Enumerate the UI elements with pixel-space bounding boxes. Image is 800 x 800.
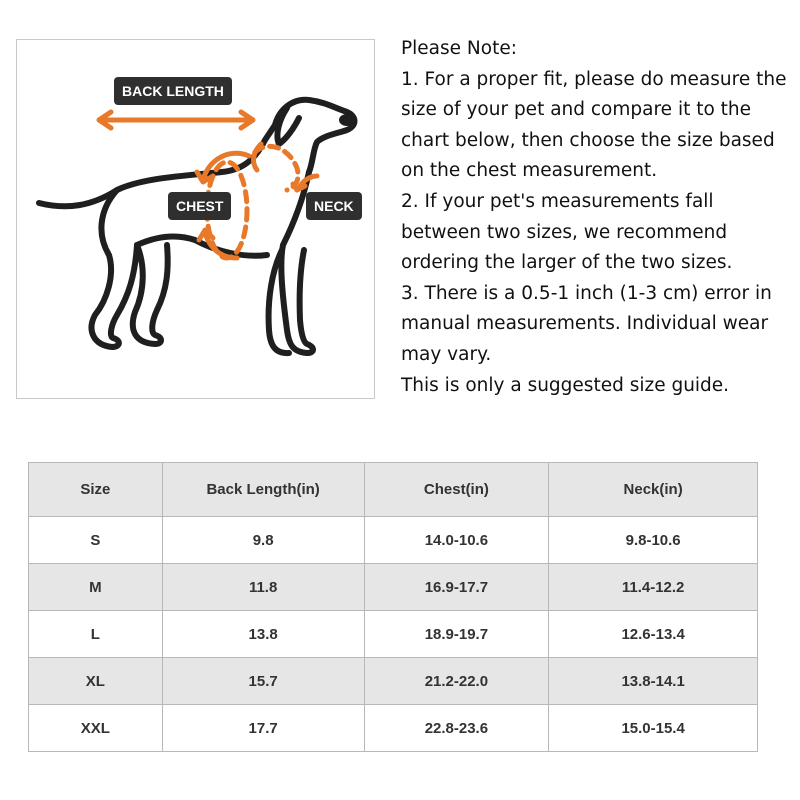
dog-measurement-diagram bbox=[16, 39, 375, 399]
neck-cell: 15.0-15.4 bbox=[549, 705, 758, 752]
neck-cell: 11.4-12.2 bbox=[549, 564, 758, 611]
note-item-1: 1. For a proper fit, please do measure the size of your pet and compare it to the chart below, then choose the size based on the chest measurement. bbox=[401, 68, 787, 182]
size-cell: M bbox=[29, 564, 163, 611]
chest-cell: 16.9-17.7 bbox=[364, 564, 549, 611]
header-back-length: Back Length(in) bbox=[162, 463, 364, 517]
back-length-cell: 17.7 bbox=[162, 705, 364, 752]
neck-cell: 13.8-14.1 bbox=[549, 658, 758, 705]
note-item-2: 2. If your pet's measurements fall between two sizes, we recommend ordering the larger of the two sizes. bbox=[401, 190, 733, 274]
table-row bbox=[29, 517, 758, 564]
size-cell: L bbox=[29, 611, 163, 658]
size-notes bbox=[401, 34, 793, 401]
dog-silhouette bbox=[39, 100, 355, 353]
neck-cell: 12.6-13.4 bbox=[549, 611, 758, 658]
size-cell: S bbox=[29, 517, 163, 564]
size-cell: XXL bbox=[29, 705, 163, 752]
back-length-cell: 9.8 bbox=[162, 517, 364, 564]
chest-cell: 21.2-22.0 bbox=[364, 658, 549, 705]
back-length-cell: 11.8 bbox=[162, 564, 364, 611]
note-item-3: 3. There is a 0.5-1 inch (1-3 cm) error in manual measurements. Individual wear may vary. bbox=[401, 282, 772, 365]
header-size: Size bbox=[29, 463, 163, 517]
chest-label: CHEST bbox=[168, 192, 231, 220]
notes-heading: Please Note: bbox=[401, 38, 517, 59]
back-length-cell: 15.7 bbox=[162, 658, 364, 705]
chest-cell: 18.9-19.7 bbox=[364, 611, 549, 658]
size-chart-table bbox=[28, 462, 758, 752]
table-row bbox=[29, 564, 758, 611]
size-cell: XL bbox=[29, 658, 163, 705]
back-length-label: BACK LENGTH bbox=[114, 77, 232, 105]
table-header-row bbox=[29, 463, 758, 517]
table-row bbox=[29, 611, 758, 658]
table-row bbox=[29, 705, 758, 752]
chest-cell: 14.0-10.6 bbox=[364, 517, 549, 564]
notes-footer: This is only a suggested size guide. bbox=[401, 374, 730, 396]
header-neck: Neck(in) bbox=[549, 463, 758, 517]
table-row bbox=[29, 658, 758, 705]
neck-label: NECK bbox=[306, 192, 362, 220]
neck-cell: 9.8-10.6 bbox=[549, 517, 758, 564]
back-length-cell: 13.8 bbox=[162, 611, 364, 658]
header-chest: Chest(in) bbox=[364, 463, 549, 517]
chest-cell: 22.8-23.6 bbox=[364, 705, 549, 752]
